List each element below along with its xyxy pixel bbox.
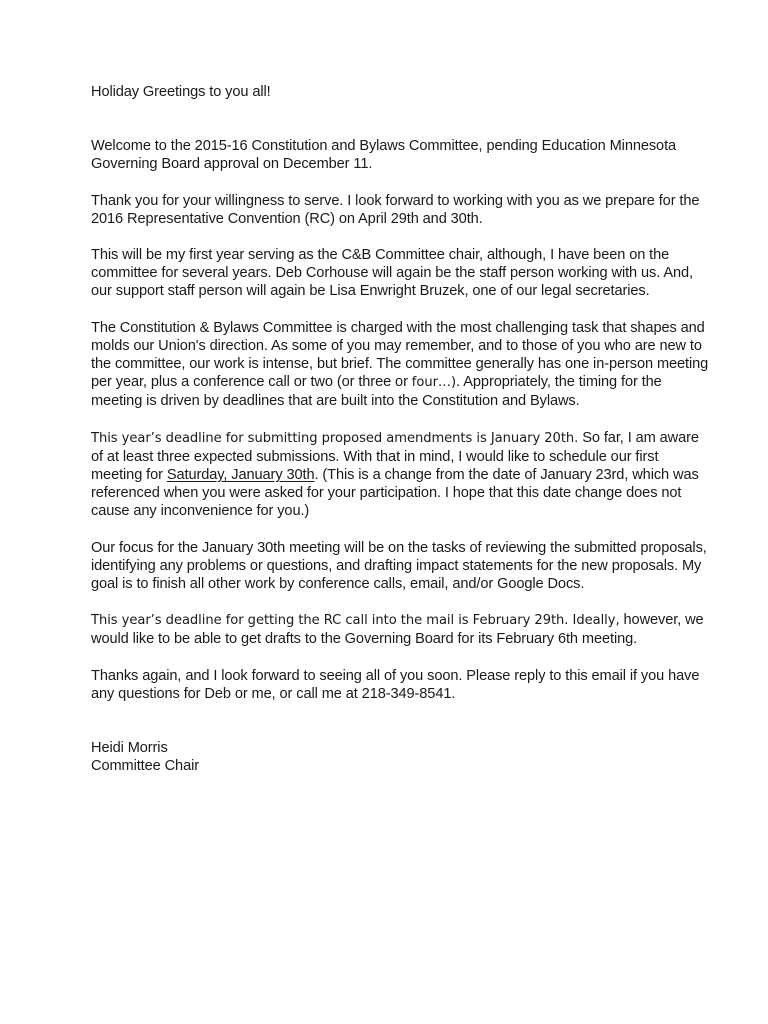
greeting-line: Holiday Greetings to you all! <box>91 84 271 100</box>
rc-call-deadline-text: This year’s deadline for getting the RC call into the mail is February 29th. Ideally, <box>91 613 620 629</box>
deadline-paragraph <box>91 429 711 521</box>
submissions-text: So far, I am aware of at least three expected submissions. With that in mind, I would like to schedule our first meeting for <box>91 429 699 484</box>
committee-charge-text: The Constitution & Bylaws Committee is charged with the most challenging task that shapes and molds our Union's direction. As some of you may remember, and to those of you who are new to the committee, our work is intense, but brief. The committee generally has one in-person meeting per year, plus a conference call or two (or three or <box>91 319 709 391</box>
meeting-date: Saturday, January 30th <box>166 467 315 484</box>
committee-charge-text-end: Appropriately, the timing for the meeting is driven by deadlines that are built into the Constitution and Bylaws. <box>91 374 662 410</box>
chair-intro-paragraph: This will be my first year serving as the C&B Committee chair, although, I have been on the committee for several years. Deb Corhouse will again be the staff person working with us. And, our support staff person will again be Lisa Enwright Bruzek, one of our legal secretaries. <box>91 247 693 300</box>
signature-title: Committee Chair <box>91 758 199 775</box>
welcome-paragraph: Welcome to the 2015-16 Constitution and Bylaws Committee, pending Education Minnesota Governing Board approval on December 11. <box>91 138 677 173</box>
thanks-paragraph: Thank you for your willingness to serve. I look forward to working with you as we prepare for the 2016 Representative Convention (RC) on April 29th and 30th. <box>91 192 700 227</box>
governing-board-text: however, we would like to be able to get drafts to the Governing Board for its February 6th meeting. <box>91 612 704 648</box>
meeting-focus-paragraph: Our focus for the January 30th meeting will be on the tasks of reviewing the submitted proposals, identifying any problems or questions, and drafting impact statements for the new proposals. My goal is to finish all other work by conference calls, email, and/or Google Docs. <box>91 539 707 593</box>
committee-charge-paragraph <box>91 319 711 411</box>
closing-paragraph: Thanks again, and I look forward to seeing all of you soon. Please reply to this email if you have any questions for Deb or me, or call me at 218-349-8541. <box>91 667 700 702</box>
signature-block <box>91 739 711 775</box>
committee-charge-aside: four…). <box>411 375 461 391</box>
letter-body <box>91 83 711 775</box>
rc-call-paragraph <box>91 611 711 648</box>
amendment-deadline-text: This year’s deadline for submitting proposed amendments is January 20th. <box>91 430 579 446</box>
date-change-text: . (This is a change from the date of January 23rd, which was referenced when you were asked for your participation. I hope that this date change does not cause any inconvenience for you.) <box>91 467 699 520</box>
signature-name: Heidi Morris <box>91 740 168 757</box>
